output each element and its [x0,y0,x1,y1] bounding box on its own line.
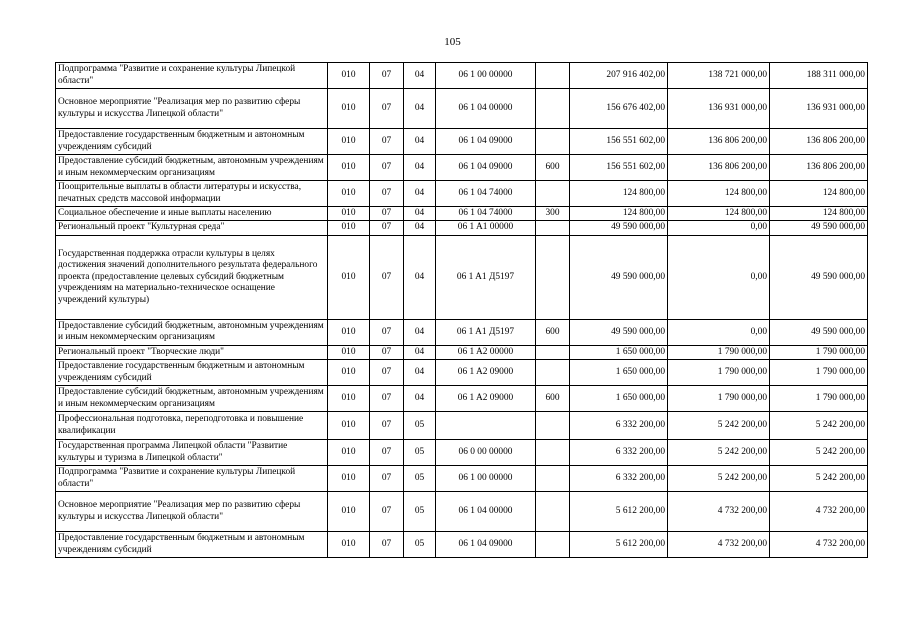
target-article-cell: 06 1 A1 Д5197 [436,319,536,345]
expense-type-cell [536,221,570,235]
table-row [56,319,868,345]
amount-year1-cell: 5 612 200,00 [570,532,668,558]
amount-year2-cell: 0,00 [668,319,770,345]
table-row [56,129,868,155]
section-code-cell: 07 [370,155,404,181]
amount-year2-cell: 1 790 000,00 [668,360,770,386]
amount-year3-cell: 188 311 000,00 [770,63,868,89]
row-name-cell: Предоставление государственным бюджетным и автономным учреждениям субсидий [56,532,328,558]
section-code-cell: 07 [370,129,404,155]
ministry-code-cell: 010 [328,221,370,235]
amount-year1-cell: 1 650 000,00 [570,345,668,359]
ministry-code-cell: 010 [328,492,370,532]
amount-year2-cell: 5 242 200,00 [668,466,770,492]
table-row [56,360,868,386]
ministry-code-cell: 010 [328,386,370,412]
target-article-cell: 06 0 00 00000 [436,440,536,466]
ministry-code-cell: 010 [328,319,370,345]
row-name-cell: Государственная поддержка отрасли культуры в целях достижения значений дополнительного результата федерального проекта (предоставление целевых субсидий бюджетным учреждениям на материально-техническое оснащение учреждений культуры) [56,235,328,319]
section-code-cell: 07 [370,440,404,466]
expense-type-cell [536,345,570,359]
ministry-code-cell: 010 [328,63,370,89]
amount-year2-cell: 124 800,00 [668,207,770,221]
amount-year3-cell: 5 242 200,00 [770,466,868,492]
subsection-code-cell: 05 [404,532,436,558]
target-article-cell: 06 1 04 09000 [436,155,536,181]
amount-year3-cell: 5 242 200,00 [770,440,868,466]
section-code-cell: 07 [370,360,404,386]
expense-type-cell [536,235,570,319]
amount-year1-cell: 49 590 000,00 [570,221,668,235]
table-row [56,221,868,235]
table-body [56,63,868,558]
subsection-code-cell: 04 [404,221,436,235]
amount-year1-cell: 156 551 602,00 [570,155,668,181]
amount-year1-cell: 6 332 200,00 [570,412,668,440]
section-code-cell: 07 [370,386,404,412]
section-code-cell: 07 [370,181,404,207]
expense-type-cell [536,181,570,207]
table-row [56,63,868,89]
table-row [56,412,868,440]
amount-year1-cell: 6 332 200,00 [570,440,668,466]
subsection-code-cell: 04 [404,207,436,221]
section-code-cell: 07 [370,532,404,558]
ministry-code-cell: 010 [328,466,370,492]
row-name-cell: Основное мероприятие "Реализация мер по развитию сферы культуры и искусства Липецкой области" [56,492,328,532]
amount-year3-cell: 136 806 200,00 [770,129,868,155]
amount-year3-cell: 49 590 000,00 [770,319,868,345]
target-article-cell: 06 1 A2 09000 [436,360,536,386]
amount-year2-cell: 138 721 000,00 [668,63,770,89]
page-number: 105 [444,36,461,48]
table-row [56,181,868,207]
ministry-code-cell: 010 [328,345,370,359]
row-name-cell: Поощрительные выплаты в области литературы и искусства, печатных средств массовой информации [56,181,328,207]
amount-year3-cell: 136 931 000,00 [770,89,868,129]
row-name-cell: Основное мероприятие "Реализация мер по развитию сферы культуры и искусства Липецкой области" [56,89,328,129]
amount-year2-cell: 124 800,00 [668,181,770,207]
amount-year3-cell: 4 732 200,00 [770,532,868,558]
table-row [56,532,868,558]
target-article-cell: 06 1 04 00000 [436,89,536,129]
amount-year2-cell: 136 806 200,00 [668,129,770,155]
amount-year2-cell: 136 806 200,00 [668,155,770,181]
amount-year1-cell: 207 916 402,00 [570,63,668,89]
budget-table [55,62,868,558]
subsection-code-cell: 04 [404,386,436,412]
row-name-cell: Предоставление субсидий бюджетным, автономным учреждениям и иным некоммерческим организациям [56,386,328,412]
table-row [56,345,868,359]
target-article-cell: 06 1 00 00000 [436,63,536,89]
subsection-code-cell: 05 [404,412,436,440]
amount-year1-cell: 1 650 000,00 [570,360,668,386]
target-article-cell: 06 1 04 09000 [436,532,536,558]
table-row [56,235,868,319]
expense-type-cell [536,412,570,440]
expense-type-cell [536,63,570,89]
target-article-cell [436,412,536,440]
expense-type-cell [536,89,570,129]
row-name-cell: Социальное обеспечение и иные выплаты населению [56,207,328,221]
target-article-cell: 06 1 04 74000 [436,207,536,221]
expense-type-cell [536,532,570,558]
row-name-cell: Предоставление субсидий бюджетным, автономным учреждениям и иным некоммерческим организациям [56,319,328,345]
ministry-code-cell: 010 [328,440,370,466]
amount-year2-cell: 1 790 000,00 [668,386,770,412]
expense-type-cell: 600 [536,386,570,412]
amount-year3-cell: 5 242 200,00 [770,412,868,440]
amount-year3-cell: 1 790 000,00 [770,345,868,359]
section-code-cell: 07 [370,207,404,221]
subsection-code-cell: 04 [404,345,436,359]
expense-type-cell: 600 [536,319,570,345]
subsection-code-cell: 04 [404,89,436,129]
expense-type-cell [536,466,570,492]
row-name-cell: Подпрограмма "Развитие и сохранение культуры Липецкой области" [56,63,328,89]
target-article-cell: 06 1 04 09000 [436,129,536,155]
amount-year3-cell: 1 790 000,00 [770,360,868,386]
subsection-code-cell: 04 [404,181,436,207]
ministry-code-cell: 010 [328,181,370,207]
amount-year1-cell: 156 676 402,00 [570,89,668,129]
amount-year2-cell: 5 242 200,00 [668,440,770,466]
amount-year2-cell: 4 732 200,00 [668,492,770,532]
section-code-cell: 07 [370,492,404,532]
section-code-cell: 07 [370,466,404,492]
expense-type-cell: 300 [536,207,570,221]
ministry-code-cell: 010 [328,412,370,440]
amount-year3-cell: 49 590 000,00 [770,221,868,235]
table-row [56,440,868,466]
amount-year2-cell: 1 790 000,00 [668,345,770,359]
expense-type-cell [536,492,570,532]
target-article-cell: 06 1 04 74000 [436,181,536,207]
amount-year2-cell: 4 732 200,00 [668,532,770,558]
amount-year2-cell: 136 931 000,00 [668,89,770,129]
amount-year3-cell: 4 732 200,00 [770,492,868,532]
row-name-cell: Предоставление субсидий бюджетным, автономным учреждениям и иным некоммерческим организациям [56,155,328,181]
table-row [56,207,868,221]
amount-year3-cell: 124 800,00 [770,181,868,207]
subsection-code-cell: 05 [404,440,436,466]
table-row [56,466,868,492]
table-row [56,155,868,181]
amount-year2-cell: 0,00 [668,235,770,319]
target-article-cell: 06 1 A1 Д5197 [436,235,536,319]
ministry-code-cell: 010 [328,360,370,386]
section-code-cell: 07 [370,63,404,89]
row-name-cell: Подпрограмма "Развитие и сохранение культуры Липецкой области" [56,466,328,492]
amount-year1-cell: 124 800,00 [570,181,668,207]
subsection-code-cell: 04 [404,155,436,181]
expense-type-cell: 600 [536,155,570,181]
section-code-cell: 07 [370,235,404,319]
expense-type-cell [536,129,570,155]
target-article-cell: 06 1 00 00000 [436,466,536,492]
amount-year2-cell: 0,00 [668,221,770,235]
amount-year1-cell: 6 332 200,00 [570,466,668,492]
amount-year1-cell: 1 650 000,00 [570,386,668,412]
table-row [56,89,868,129]
section-code-cell: 07 [370,319,404,345]
ministry-code-cell: 010 [328,129,370,155]
subsection-code-cell: 04 [404,319,436,345]
section-code-cell: 07 [370,221,404,235]
target-article-cell: 06 1 A2 09000 [436,386,536,412]
table-row [56,386,868,412]
section-code-cell: 07 [370,345,404,359]
row-name-cell: Региональный проект "Культурная среда" [56,221,328,235]
row-name-cell: Региональный проект "Творческие люди" [56,345,328,359]
amount-year2-cell: 5 242 200,00 [668,412,770,440]
amount-year1-cell: 124 800,00 [570,207,668,221]
subsection-code-cell: 04 [404,235,436,319]
subsection-code-cell: 05 [404,466,436,492]
subsection-code-cell: 04 [404,360,436,386]
amount-year3-cell: 136 806 200,00 [770,155,868,181]
expense-type-cell [536,360,570,386]
ministry-code-cell: 010 [328,89,370,129]
ministry-code-cell: 010 [328,235,370,319]
ministry-code-cell: 010 [328,207,370,221]
ministry-code-cell: 010 [328,155,370,181]
amount-year1-cell: 5 612 200,00 [570,492,668,532]
ministry-code-cell: 010 [328,532,370,558]
expense-type-cell [536,440,570,466]
target-article-cell: 06 1 A2 00000 [436,345,536,359]
row-name-cell: Государственная программа Липецкой области "Развитие культуры и туризма в Липецкой области" [56,440,328,466]
table-row [56,492,868,532]
amount-year3-cell: 124 800,00 [770,207,868,221]
subsection-code-cell: 05 [404,492,436,532]
target-article-cell: 06 1 04 00000 [436,492,536,532]
row-name-cell: Профессиональная подготовка, переподготовка и повышение квалификации [56,412,328,440]
target-article-cell: 06 1 A1 00000 [436,221,536,235]
row-name-cell: Предоставление государственным бюджетным и автономным учреждениям субсидий [56,360,328,386]
row-name-cell: Предоставление государственным бюджетным и автономным учреждениям субсидий [56,129,328,155]
amount-year3-cell: 1 790 000,00 [770,386,868,412]
section-code-cell: 07 [370,89,404,129]
amount-year1-cell: 156 551 602,00 [570,129,668,155]
section-code-cell: 07 [370,412,404,440]
subsection-code-cell: 04 [404,63,436,89]
amount-year3-cell: 49 590 000,00 [770,235,868,319]
subsection-code-cell: 04 [404,129,436,155]
amount-year1-cell: 49 590 000,00 [570,319,668,345]
amount-year1-cell: 49 590 000,00 [570,235,668,319]
